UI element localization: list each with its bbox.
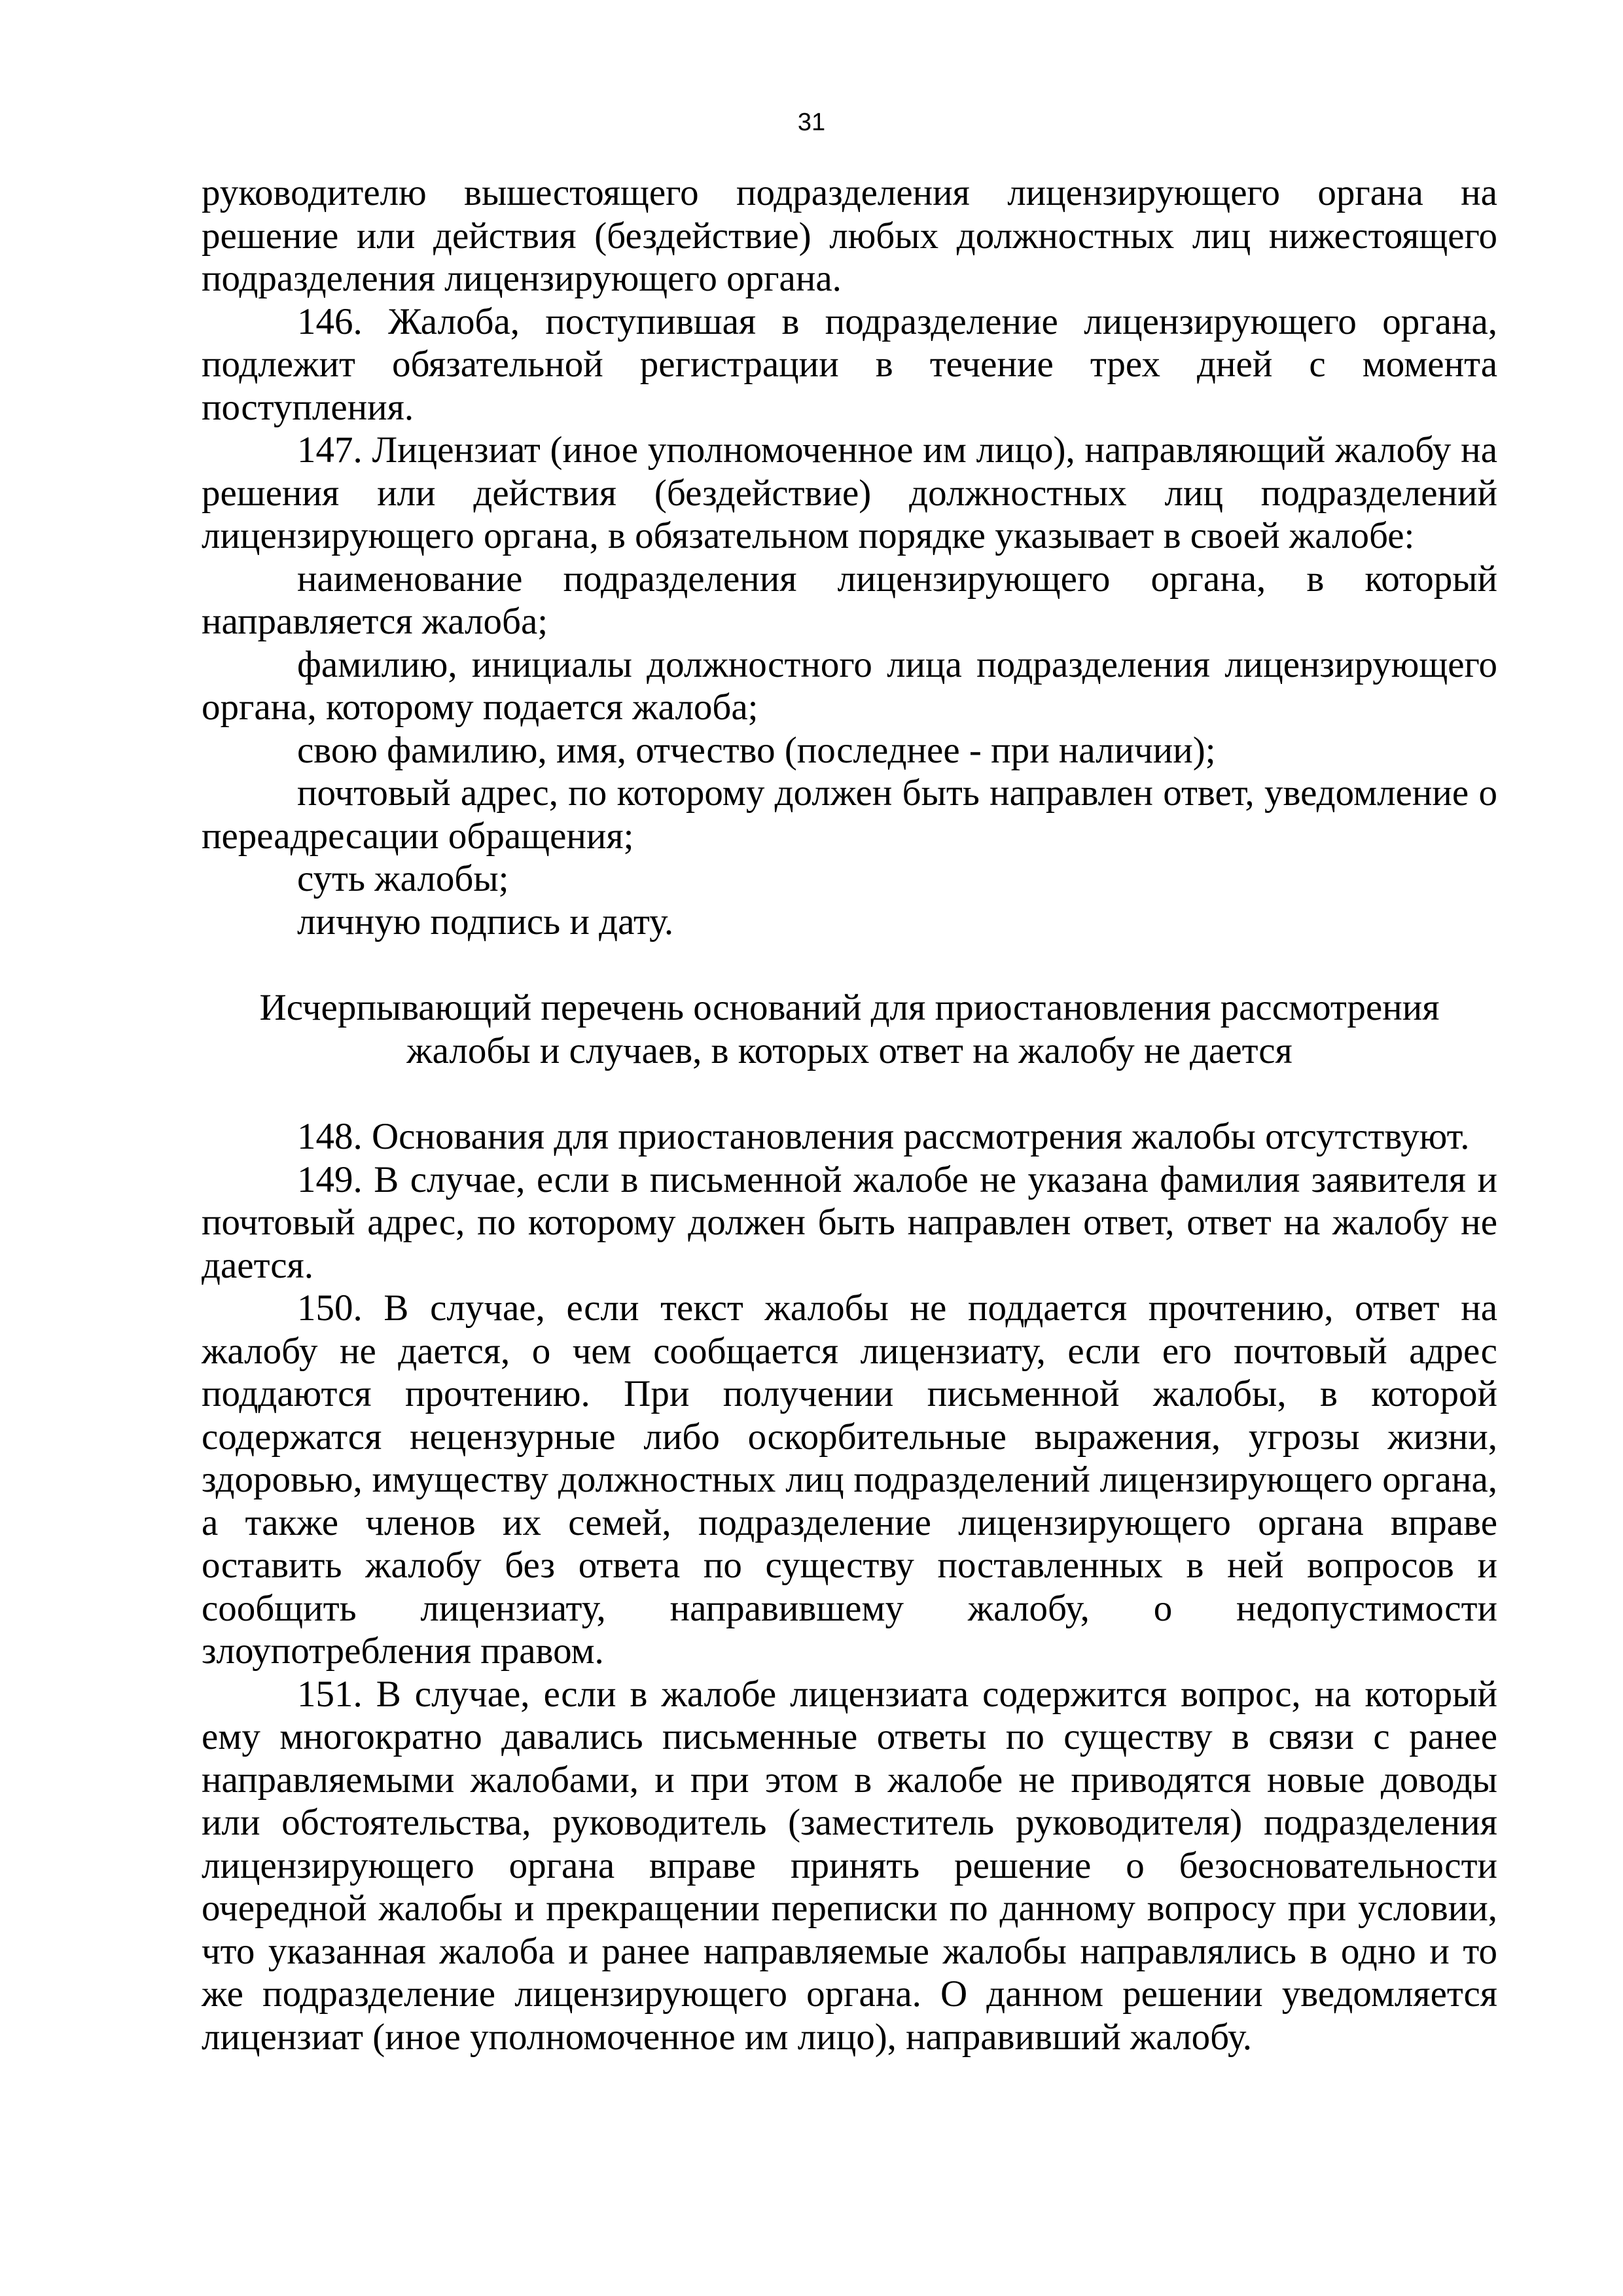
paragraph-149: 149. В случае, если в письменной жалобе не указана фамилия заявителя и почтовый адрес, по которому должен быть направлен ответ, ответ на жалобу не дается. [202, 1158, 1497, 1286]
paragraph-151: 151. В случае, если в жалобе лицензиата содержится вопрос, на который ему многократно давались письменные ответы по существу в связи с ранее направляемыми жалобами, и при этом в жалобе не приводятся новые доводы или обстоятельства, руководитель (заместитель руководителя) подразделения лицензирующего органа вправе принять решение о безосновательности очередной жалобы и прекращении переписки по данному вопросу при условии, что указанная жалоба и ранее направляемые жалобы направлялись в одно и то же подразделение лицензирующего органа. О данном решении уведомляется лицензиат (иное уполномоченное им лицо), направивший жалобу. [202, 1673, 1497, 2058]
list-item-signature-date: личную подпись и дату. [297, 901, 674, 942]
paragraph-continuation: руководителю вышестоящего подразделения лицензирующего органа на решение или действия (бездействие) любых должностных лиц нижестоящего подразделения лицензирующего органа. [202, 172, 1497, 299]
list-item-own-name: свою фамилию, имя, отчество (последнее - при наличии); [297, 729, 1216, 771]
section-title [202, 986, 1497, 1072]
document-body [202, 171, 1497, 2058]
paragraph-147: 147. Лицензиат (иное уполномоченное им лицо), направляющий жалобу на решения или действия (бездействие) должностных лиц подразделений лицензирующего органа, в обязательном порядке указывает в своей жалобе: [202, 429, 1497, 556]
list-item-department-name: наименование подразделения лицензирующего органа, в который направляется жалоба; [202, 558, 1497, 642]
paragraph-148: 148. Основания для приостановления рассмотрения жалобы отсутствуют. [297, 1116, 1470, 1157]
section-title-line-1: Исчерпывающий перечень оснований для приостановления рассмотрения [259, 987, 1440, 1028]
paragraph-146: 146. Жалоба, поступившая в подразделение лицензирующего органа, подлежит обязательной регистрации в течение трех дней с момента поступления. [202, 300, 1497, 428]
section-title-line-2: жалобы и случаев, в которых ответ на жалобу не дается [406, 1030, 1293, 1071]
list-item-postal-address: почтовый адрес, по которому должен быть направлен ответ, уведомление о переадресации обращения; [202, 772, 1497, 857]
page-number: 31 [797, 109, 826, 136]
list-item-official-name: фамилию, инициалы должностного лица подразделения лицензирующего органа, которому подается жалоба; [202, 643, 1497, 728]
paragraph-150: 150. В случае, если текст жалобы не поддается прочтению, ответ на жалобу не дается, о чем сообщается лицензиату, если его почтовый адрес поддаются прочтению. При получении письменной жалобы, в которой содержатся нецензурные либо оскорбительные выражения, угрозы жизни, здоровью, имуществу должностных лиц подразделений лицензирующего органа, а также членов их семей, подразделение лицензирующего органа вправе оставить жалобу без ответа по существу поставленных в ней вопросов и сообщить лицензиату, направившему жалобу, о недопустимости злоупотребления правом. [202, 1287, 1497, 1672]
list-item-complaint-essence: суть жалобы; [297, 858, 509, 899]
